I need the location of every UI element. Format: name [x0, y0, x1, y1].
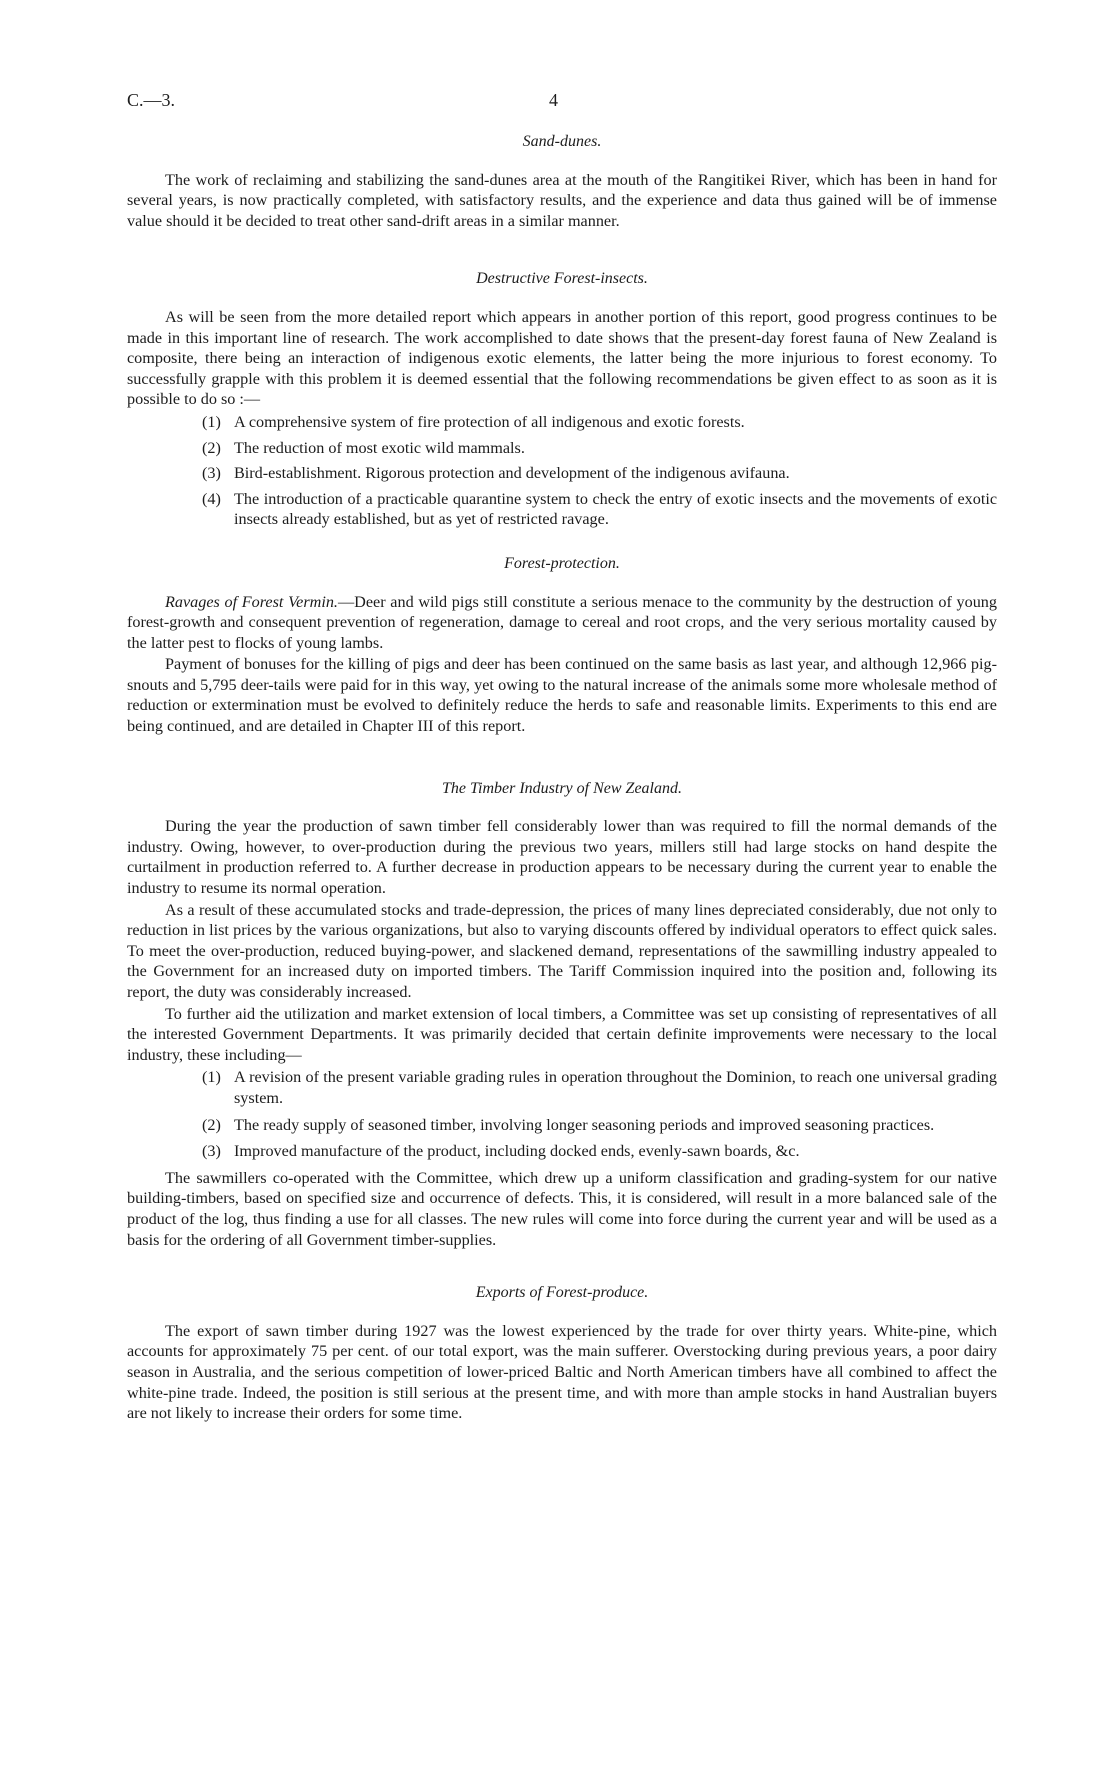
list-item-number: (1) — [202, 412, 221, 431]
list-item-text: The reduction of most exotic wild mammals. — [234, 438, 525, 457]
list-item — [127, 1067, 997, 1108]
paragraph-text: —Deer and wild pigs still constitute a serious menace to the community by the destruction of young forest-growth and consequent prevention of regeneration, damage to cereal and root crops, and the very serious mortality caused by the latter pest to flocks of young lambs. — [127, 592, 997, 652]
list-item-number: (2) — [202, 438, 221, 457]
list-item-number: (3) — [202, 1142, 221, 1161]
list-item-number: (1) — [202, 1068, 221, 1087]
paragraph: To further aid the utilization and market extension of local timbers, a Committee was set up consisting of representatives of all the interested Government Departments. It was primarily decided that certain definite improvements were necessary to the local industry, these including— — [127, 1004, 997, 1064]
list-item — [127, 438, 997, 459]
page-content — [127, 132, 997, 1458]
paragraph: During the year the production of sawn timber fell considerably lower than was required to fill the normal demands of the industry. Owing, however, to over-production during the previous two years, millers still had large stocks on hand despite the curtailment in production referred to. A further decrease in production appears to be necessary during the current year to enable the industry to resume its normal operation. — [127, 817, 997, 898]
paragraph — [127, 592, 997, 654]
list-item — [127, 489, 997, 530]
section-heading: Destructive Forest-insects. — [476, 270, 648, 288]
recommendations-list — [127, 412, 997, 530]
list-item-text: The introduction of a practicable quarantine system to check the entry of exotic insects and the movements of exotic insects already established, but as yet of restricted ravage. — [234, 489, 997, 529]
improvements-list — [127, 1067, 997, 1161]
list-item-number: (2) — [202, 1115, 221, 1134]
list-item-text: A revision of the present variable grading rules in operation throughout the Dominion, to reach one universal grading system. — [234, 1068, 997, 1107]
paragraph: As a result of these accumulated stocks and trade-depression, the prices of many lines depreciated considerably, due not only to reduction in list prices by the various organizations, but also to varying discounts offered by individual operators to effect quick sales. To meet the over-production, reduced buying-power, and slackened demand, representations of the sawmilling industry appealed to the Government for an increased duty on imported timbers. The Tariff Commission inquired into the position and, following its report, the duty was considerably increased. — [127, 900, 997, 1001]
paragraph: The work of reclaiming and stabilizing the sand-dunes area at the mouth of the Rangitikei River, which has been in hand for several years, is now practically completed, with satisfactory results, and the experience and data thus gained will be of immense value should it be decided to treat other sand-drift areas in a similar manner. — [127, 170, 997, 230]
paragraph: Payment of bonuses for the killing of pigs and deer has been continued on the same basis as last year, and although 12,966 pig-snouts and 5,795 deer-tails were paid for in this way, yet owing to the natural increase of the animals some more wholesale method of reduction or extermination must be evolved to definitely reduce the herds to safe and reasonable limits. Experiments to this end are being continued, and are detailed in Chapter III of this report. — [127, 655, 997, 736]
inline-subheading: Ravages of Forest Vermin. — [165, 592, 338, 611]
section-exports — [127, 1283, 997, 1424]
list-item — [127, 1115, 997, 1136]
list-item — [127, 463, 997, 484]
list-item-number: (3) — [202, 464, 221, 483]
list-item — [127, 412, 997, 433]
section-heading: Forest-protection. — [504, 554, 620, 572]
paragraph: The export of sawn timber during 1927 was the lowest experienced by the trade for over thirty years. White-pine, which accounts for approximately 75 per cent. of our total export, was the main sufferer. Overstocking during previous years, a poor dairy season in Australia, and the serious competition of lower-priced Baltic and North American timbers have all combined to affect the white-pine trade. Indeed, the position is still serious at the present time, and with more than ample stocks in hand Australian buyers are not likely to increase their orders for some time. — [127, 1321, 997, 1423]
section-forest-insects — [127, 269, 997, 530]
section-heading: Exports of Forest-produce. — [475, 1284, 649, 1302]
section-heading: Sand-dunes. — [522, 133, 602, 150]
list-item-text: A comprehensive system of fire protection of all indigenous and exotic forests. — [234, 412, 745, 431]
list-item-number: (4) — [202, 489, 221, 508]
list-item — [127, 1141, 997, 1162]
section-forest-protection — [127, 554, 997, 737]
paragraph: The sawmillers co-operated with the Committee, which drew up a uniform classification and grading-system for our native building-timbers, based on specified size and occurrence of defects. This, it is considered, will result in a more balanced sale of the product of the log, thus finding a use for all classes. The new rules will come into force during the current year and will be used as a basis for the ordering of all Government timber-supplies. — [127, 1168, 997, 1249]
page-number: 4 — [549, 90, 558, 110]
document-reference: C.—3. — [127, 90, 176, 110]
list-item-text: Improved manufacture of the product, including docked ends, evenly-sawn boards, &c. — [234, 1142, 800, 1161]
list-item-text: The ready supply of seasoned timber, involving longer seasoning periods and improved seasoning practices. — [234, 1115, 935, 1134]
list-item-text: Bird-establishment. Rigorous protection and development of the indigenous avifauna. — [234, 464, 790, 483]
section-timber-industry — [127, 779, 997, 1250]
section-heading: The Timber Industry of New Zealand. — [441, 779, 682, 797]
section-sand-dunes — [127, 132, 997, 231]
paragraph: As will be seen from the more detailed report which appears in another portion of this report, good progress continues to be made in this important line of research. The work accomplished to date shows that the present-day forest fauna of New Zealand is composite, there being an interaction of indigenous exotic elements, the latter being the more injurious to forest economy. To successfully grapple with this problem it is deemed essential that the following recommendations be given effect to as soon as it is possible to do so :— — [127, 307, 997, 409]
